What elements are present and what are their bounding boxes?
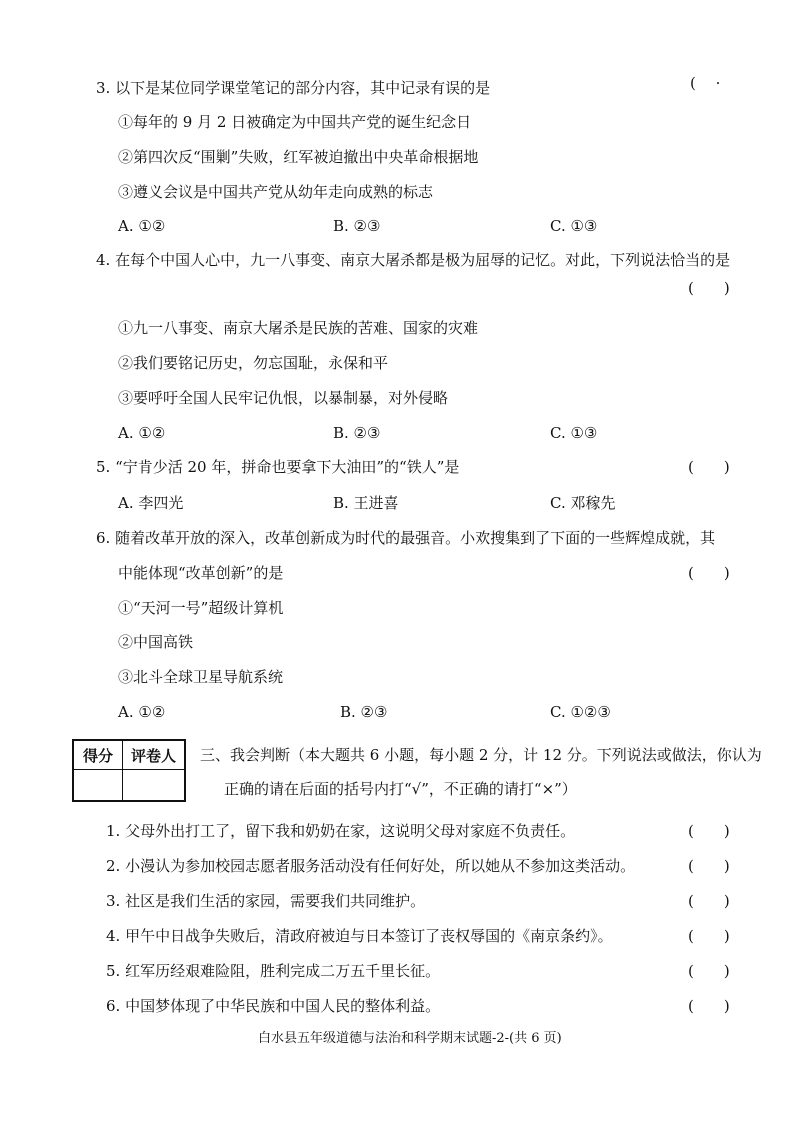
q3-statement-1: ①每年的 9 月 2 日被确定为中国共产党的诞生纪念日 (118, 113, 472, 131)
judge-item-6: 6. 中国梦体现了中华民族和中国人民的整体利益。 (106, 997, 441, 1015)
q3-choice-b[interactable]: B. ②③ (333, 217, 381, 235)
q6-statement-3: ③北斗全球卫星导航系统 (118, 668, 284, 686)
grader-label: 评卷人 (123, 740, 186, 770)
q4-statement-2: ②我们要铭记历史，勿忘国耻，永保和平 (118, 354, 389, 372)
judge-item-5-paren[interactable]: ( ) (688, 962, 730, 980)
judge-item-2-paren[interactable]: ( ) (688, 857, 730, 875)
q4-answer-paren[interactable]: ( ) (688, 279, 730, 297)
q4-stem: 4. 在每个中国人心中，九一八事变、南京大屠杀都是极为屈辱的记忆。对此，下列说法恰当的是 (96, 251, 731, 269)
section3-heading-line-1: 三、我会判断（本大题共 6 小题，每小题 2 分，计 12 分。下列说法或做法，你认为 (200, 746, 762, 764)
q3-stem: 3. 以下是某位同学课堂笔记的部分内容，其中记录有误的是 (96, 79, 491, 97)
q3-choice-c[interactable]: C. ①③ (550, 217, 598, 235)
q6-choice-a[interactable]: A. ①② (118, 703, 166, 721)
q3-statement-2: ②第四次反“围剿”失败，红军被迫撤出中央革命根据地 (118, 148, 479, 166)
q4-statement-1: ①九一八事变、南京大屠杀是民族的苦难、国家的灾难 (118, 319, 479, 337)
judge-item-3: 3. 社区是我们生活的家园，需要我们共同维护。 (106, 892, 426, 910)
judge-item-5: 5. 红军历经艰难险阻，胜利完成二万五千里长征。 (106, 962, 441, 980)
q6-choice-c[interactable]: C. ①②③ (550, 703, 611, 721)
q5-choice-b[interactable]: B. 王进喜 (333, 494, 399, 512)
grader-input-cell[interactable] (123, 770, 186, 802)
q4-choice-a[interactable]: A. ①② (118, 424, 166, 442)
section3-heading-line-2: 正确的请在后面的括号内打“√”，不正确的请打“×”） (224, 780, 577, 798)
score-input-cell[interactable] (73, 770, 123, 802)
q4-choice-c[interactable]: C. ①③ (550, 424, 598, 442)
q5-choice-a[interactable]: A. 李四光 (118, 494, 184, 512)
score-box (72, 739, 186, 802)
q6-stem-line-1: 6. 随着改革开放的深入，改革创新成为时代的最强音。小欢搜集到了下面的一些辉煌成就，其 (96, 529, 716, 547)
q5-answer-paren[interactable]: ( ) (688, 458, 730, 476)
q5-choice-c[interactable]: C. 邓稼先 (550, 494, 616, 512)
q6-statement-2: ②中国高铁 (118, 633, 194, 651)
q5-stem: 5. “宁肯少活 20 年，拼命也要拿下大油田”的“铁人”是 (96, 458, 460, 476)
judge-item-1: 1. 父母外出打工了，留下我和奶奶在家，这说明父母对家庭不负责任。 (106, 822, 576, 840)
judge-item-3-paren[interactable]: ( ) (688, 892, 730, 910)
q4-choice-b[interactable]: B. ②③ (333, 424, 381, 442)
q6-choice-b[interactable]: B. ②③ (340, 703, 388, 721)
q6-stem-line-2: 中能体现“改革创新”的是 (118, 564, 284, 582)
judge-item-1-paren[interactable]: ( ) (688, 822, 730, 840)
q3-answer-paren[interactable]: ( · (690, 74, 721, 92)
q6-statement-1: ①“天河一号”超级计算机 (118, 599, 284, 617)
q3-choice-a[interactable]: A. ①② (118, 217, 166, 235)
judge-item-4-paren[interactable]: ( ) (688, 927, 730, 945)
q3-statement-3: ③遵义会议是中国共产党从幼年走向成熟的标志 (118, 183, 434, 201)
judge-item-6-paren[interactable]: ( ) (688, 997, 730, 1015)
judge-item-4: 4. 甲午中日战争失败后，清政府被迫与日本签订了丧权辱国的《南京条约》。 (106, 927, 613, 945)
score-label: 得分 (73, 740, 123, 770)
q4-statement-3: ③要呼吁全国人民牢记仇恨，以暴制暴，对外侵略 (118, 389, 449, 407)
q6-answer-paren[interactable]: ( ) (688, 564, 730, 582)
page-footer: 白水县五年级道德与法治和科学期末试题-2-(共 6 页) (258, 1031, 562, 1046)
judge-item-2: 2. 小漫认为参加校园志愿者服务活动没有任何好处，所以她从不参加这类活动。 (106, 857, 636, 875)
